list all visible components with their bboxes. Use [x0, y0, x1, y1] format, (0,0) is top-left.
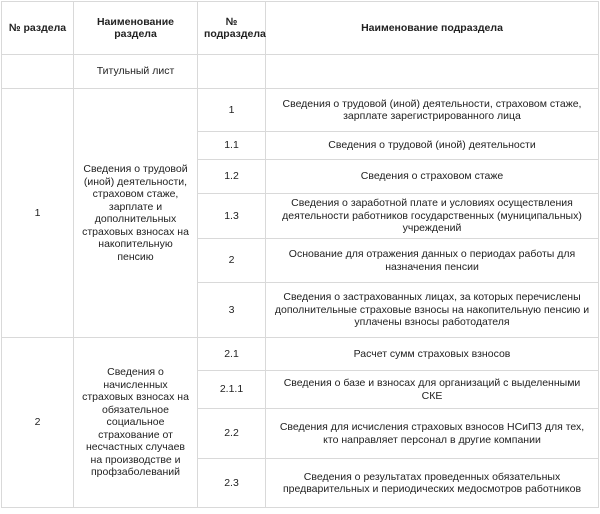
subsection-no: 2 [198, 239, 266, 283]
subsection-no: 1 [198, 89, 266, 132]
section-no: 2 [2, 338, 74, 508]
header-subsection-name: Наименование подраздела [266, 2, 599, 55]
subsection-name: Сведения для исчисления страховых взносов НСиПЗ для тех, кто направляет персонал в другие компании [266, 409, 599, 459]
table-row [2, 89, 599, 132]
subsection-no: 2.1.1 [198, 371, 266, 409]
subsection-name: Сведения о страховом стаже [266, 160, 599, 194]
subsection-no: 1.1 [198, 132, 266, 160]
table-row-title-page [2, 55, 599, 89]
subsection-name: Сведения о базе и взносах для организаций с выделенными СКЕ [266, 371, 599, 409]
title-page-name: Титульный лист [74, 55, 198, 89]
subsection-name: Сведения о трудовой (иной) деятельности [266, 132, 599, 160]
table-row [2, 338, 599, 371]
subsection-name: Основание для отражения данных о периодах работы для назначения пенсии [266, 239, 599, 283]
empty-cell [198, 55, 266, 89]
section-name: Сведения о трудовой (иной) деятельности, страховом стаже, зарплате и дополнительных страховых взносах на накопительную пенсию [74, 89, 198, 338]
header-section-no: № раздела [2, 2, 74, 55]
header-section-name: Наименование раздела [74, 2, 198, 55]
sections-table [1, 1, 599, 508]
subsection-no: 1.2 [198, 160, 266, 194]
subsection-no: 3 [198, 283, 266, 338]
table-header-row [2, 2, 599, 55]
subsection-no: 2.1 [198, 338, 266, 371]
empty-cell [266, 55, 599, 89]
subsection-no: 2.2 [198, 409, 266, 459]
subsection-name: Сведения о заработной плате и условиях осуществления деятельности работников государственных (муниципальных) учреждений [266, 194, 599, 239]
subsection-no: 2.3 [198, 459, 266, 508]
empty-cell [2, 55, 74, 89]
header-subsection-no: № подраздела [198, 2, 266, 55]
section-no: 1 [2, 89, 74, 338]
subsection-name: Расчет сумм страховых взносов [266, 338, 599, 371]
section-name: Сведения о начисленных страховых взносах на обязательное социальное страхование от несчастных случаев на производстве и профзаболеваний [74, 338, 198, 508]
subsection-name: Сведения о результатах проведенных обязательных предварительных и периодических медосмотров работников [266, 459, 599, 508]
subsection-name: Сведения о застрахованных лицах, за которых перечислены дополнительные страховые взносы на накопительную пенсию и уплачены взносы работодателя [266, 283, 599, 338]
subsection-name: Сведения о трудовой (иной) деятельности, страховом стаже, зарплате зарегистрированного лица [266, 89, 599, 132]
subsection-no: 1.3 [198, 194, 266, 239]
